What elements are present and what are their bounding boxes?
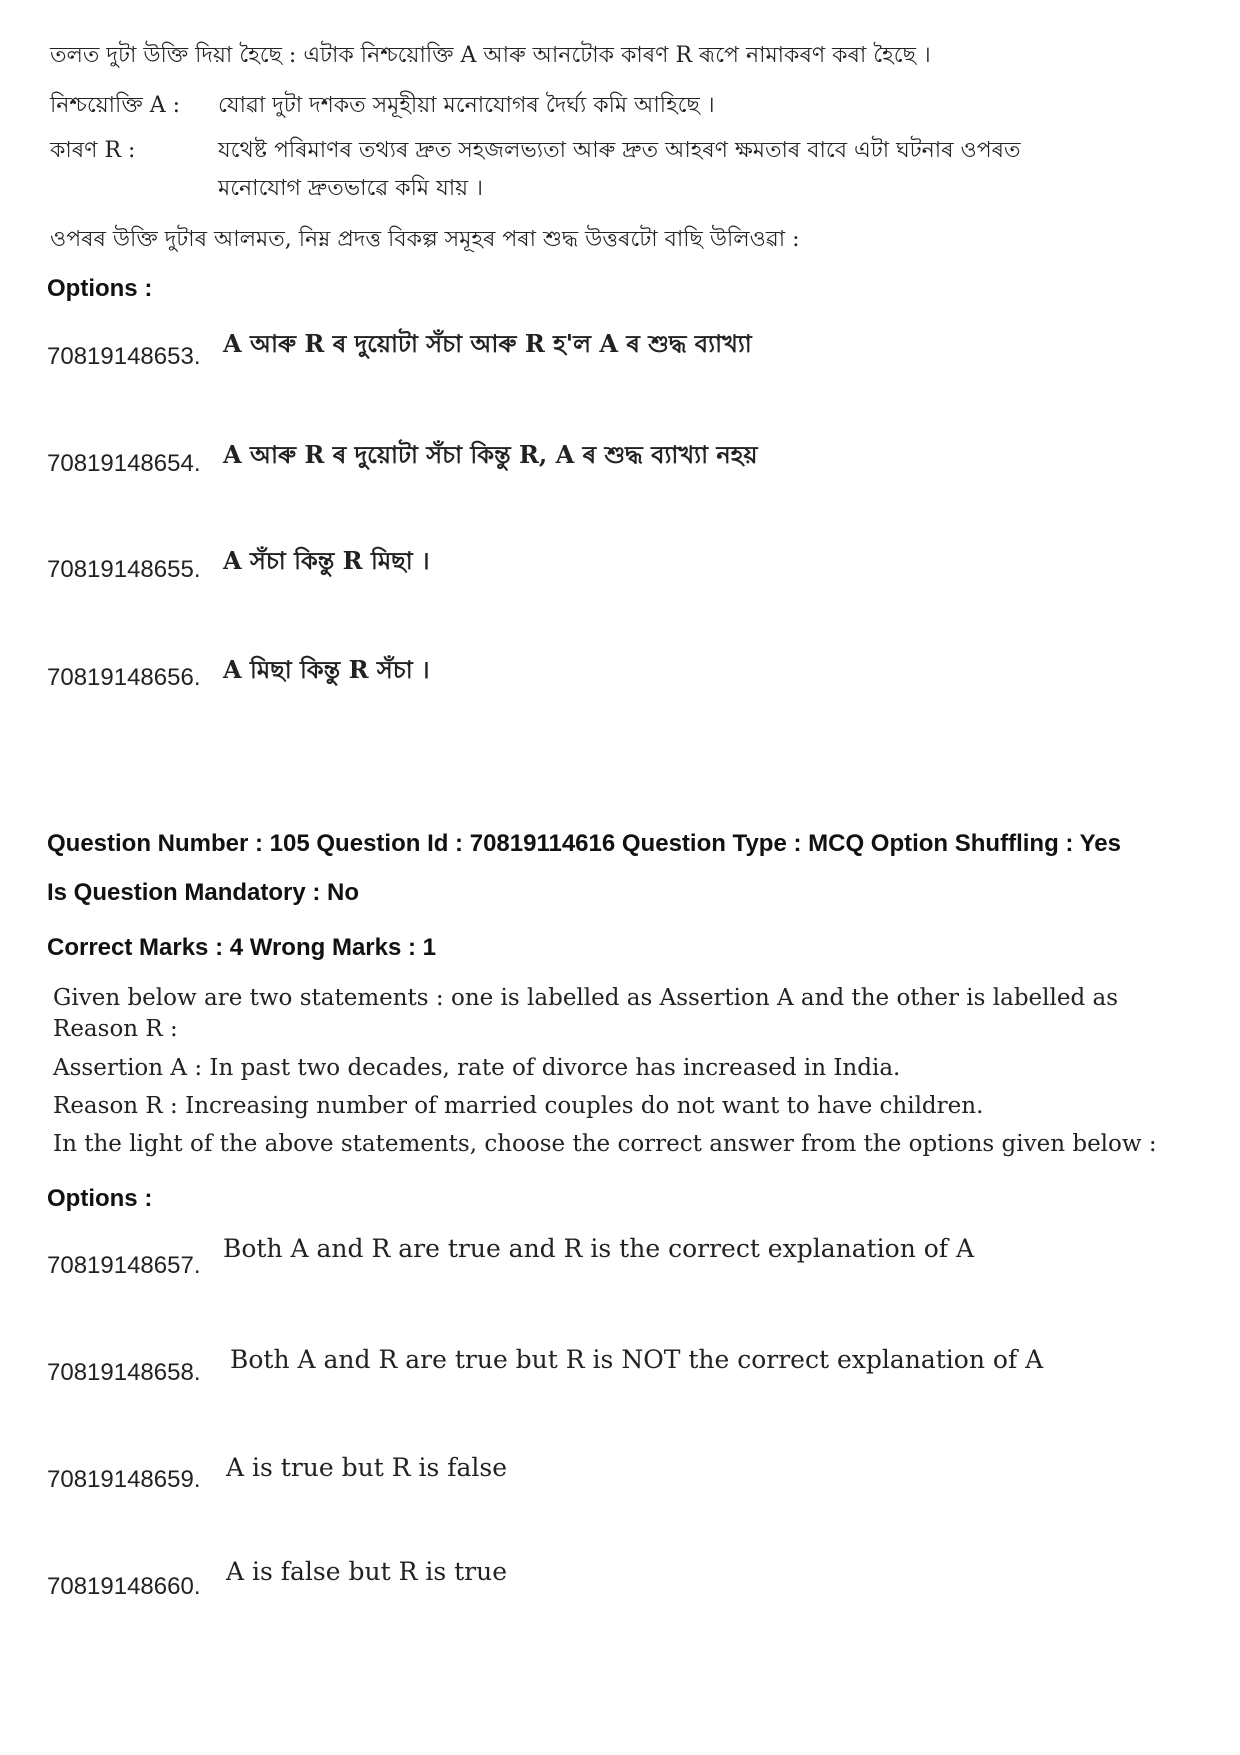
question-marks: Correct Marks : 4 Wrong Marks : 1: [47, 934, 437, 961]
prev-options-heading: Options :: [47, 275, 153, 302]
question-mandatory: Is Question Mandatory : No: [47, 879, 360, 906]
option-id: 70819148657.: [47, 1252, 201, 1279]
question-header: Question Number : 105 Question Id : 70819114616 Question Type : MCQ Option Shuffling : Yes: [47, 830, 1121, 857]
option-id: 70819148658.: [47, 1359, 201, 1386]
option-id: 70819148656.: [47, 664, 201, 691]
option-text: Both A and R are true and R is the correct explanation of A: [223, 1234, 975, 1263]
question-instruction: In the light of the above statements, choose the correct answer from the options given below :: [53, 1131, 1157, 1157]
option-id: 70819148660.: [47, 1573, 201, 1600]
prev-question-intro: তলত দুটা উক্তি দিয়া হৈছে : এটাক নিশ্চয়োক্তি A আৰু আনটোক কাৰণ R ৰূপে নামাকৰণ কৰা হৈছে ।: [50, 43, 931, 68]
prev-assertion-label: নিশ্চয়োক্তি A :: [50, 93, 181, 118]
question-intro-line1: Given below are two statements : one is labelled as Assertion A and the other is labelled as: [53, 985, 1119, 1011]
question-assertion: Assertion A : In past two decades, rate of divorce has increased in India.: [53, 1055, 901, 1081]
option-id: 70819148655.: [47, 556, 201, 583]
prev-reason-label: কাৰণ R :: [50, 138, 136, 163]
option-id: 70819148659.: [47, 1466, 201, 1493]
option-text: A সঁচা কিন্তু R মিছা ।: [223, 546, 430, 575]
option-text: Both A and R are true but R is NOT the correct explanation of A: [230, 1345, 1044, 1374]
option-text: A আৰু R ৰ দুয়োটা সঁচা আৰু R হ'ল A ৰ শুদ্ধ ব্যাখ্যা: [223, 329, 752, 358]
option-text: A মিছা কিন্তু R সঁচা ।: [223, 655, 430, 684]
option-id: 70819148653.: [47, 343, 201, 370]
prev-assertion-text: যোৱা দুটা দশকত সমূহীয়া মনোযোগৰ দৈৰ্ঘ্য কমি আহিছে ।: [218, 93, 715, 118]
question-intro-line2: Reason R :: [53, 1016, 178, 1042]
option-text: A is false but R is true: [226, 1557, 508, 1586]
prev-question-instruction: ওপৰৰ উক্তি দুটাৰ আলমত, নিম্ন প্ৰদত্ত বিকল্প সমূহৰ পৰা শুদ্ধ উত্তৰটো বাছি উলিওৱা :: [50, 227, 800, 252]
prev-reason-line2: মনোযোগ দ্ৰুতভাৱে কমি যায় ।: [218, 176, 483, 201]
prev-reason-line1: যথেষ্ট পৰিমাণৰ তথ্যৰ দ্ৰুত সহজলভ্যতা আৰু দ্ৰুত আহৰণ ক্ষমতাৰ বাবে এটা ঘটনাৰ ওপৰত: [218, 138, 1021, 163]
option-text: A is true but R is false: [226, 1453, 508, 1482]
options-heading: Options :: [47, 1185, 153, 1212]
option-id: 70819148654.: [47, 450, 201, 477]
option-text: A আৰু R ৰ দুয়োটা সঁচা কিন্তু R, A ৰ শুদ্ধ ব্যাখ্যা নহয়: [223, 440, 758, 469]
question-reason: Reason R : Increasing number of married couples do not want to have children.: [53, 1093, 984, 1119]
